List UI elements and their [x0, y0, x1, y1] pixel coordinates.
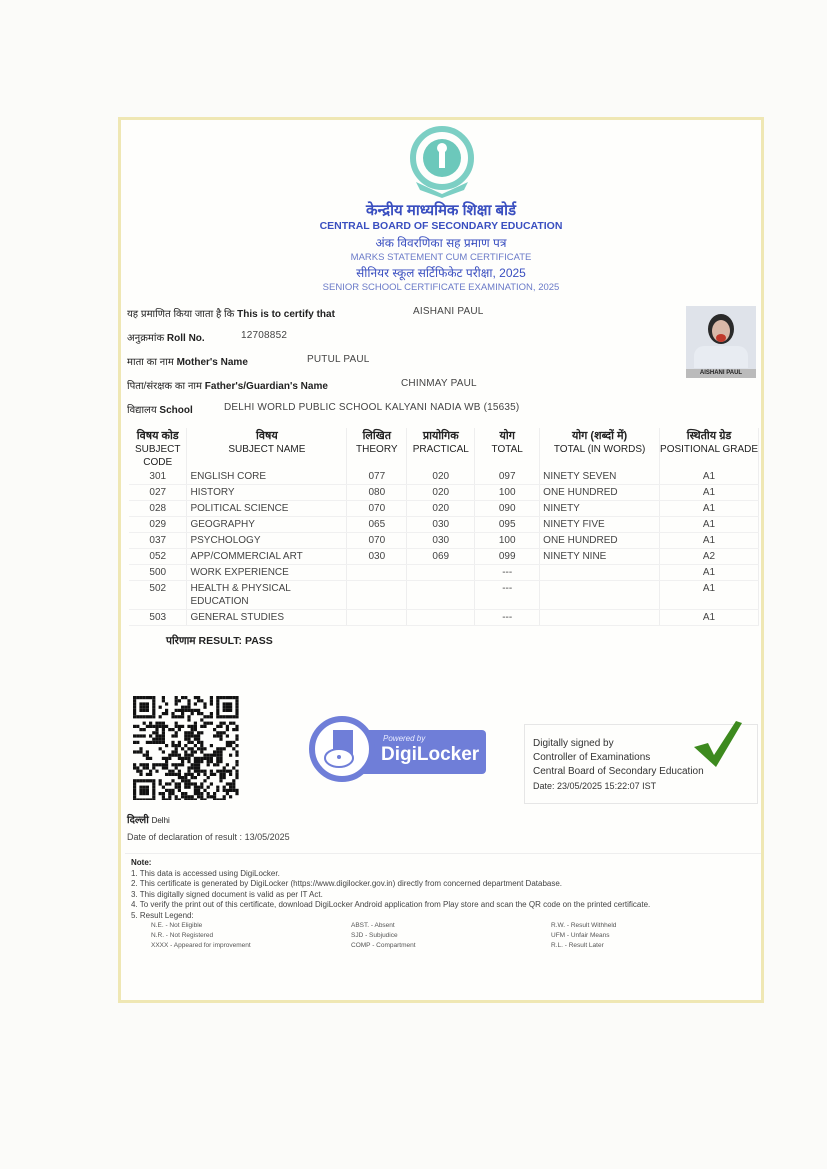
legend-item: R.L. - Result Later — [551, 942, 604, 949]
mother-label: माता का नाम Mother's Name — [127, 357, 248, 368]
table-cell — [540, 581, 660, 610]
certificate — [118, 117, 764, 1003]
table-cell: 095 — [475, 517, 540, 533]
roll-number: 12708852 — [241, 330, 288, 341]
title: MARKS STATEMENT CUM CERTIFICATE — [350, 252, 532, 263]
table-cell: ONE HUNDRED — [540, 533, 660, 549]
legend-item: ABST. - Absent — [351, 922, 395, 929]
table-cell — [347, 581, 407, 610]
table-cell: 070 — [347, 501, 407, 517]
table-cell: 100 — [475, 485, 540, 501]
table-cell — [347, 565, 407, 581]
column-header: योग (शब्दों में) TOTAL (IN WORDS) — [540, 428, 660, 469]
result-status: परिणाम RESULT: PASS — [166, 635, 273, 647]
table-cell — [407, 581, 475, 610]
column-header: विषय SUBJECT NAME — [187, 428, 347, 469]
table-cell: A2 — [660, 549, 759, 565]
student-name: AISHANI PAUL — [413, 306, 484, 317]
student-photo: AISHANI PAUL — [686, 306, 756, 378]
table-cell: HISTORY — [187, 485, 347, 501]
table-cell: 030 — [407, 533, 475, 549]
table-cell — [347, 610, 407, 626]
table-cell: WORK EXPERIENCE — [187, 565, 347, 581]
table-row — [129, 565, 759, 581]
table-cell: 052 — [129, 549, 187, 565]
legend-item: UFM - Unfair Means — [551, 932, 610, 939]
legend-item: COMP - Compartment — [351, 942, 416, 949]
column-header: लिखित THEORY — [347, 428, 407, 469]
father-label: पिता/संरक्षक का नाम Father's/Guardian's Name — [127, 381, 328, 392]
table-cell: 069 — [407, 549, 475, 565]
table-cell: --- — [475, 565, 540, 581]
note-item: 3. This digitally signed document is valid as per IT Act. — [131, 889, 323, 899]
roll-label: अनुक्रमांक Roll No. — [127, 333, 205, 344]
school-label: विद्यालय School — [127, 405, 193, 416]
table-cell: PSYCHOLOGY — [187, 533, 347, 549]
table-row — [129, 610, 759, 626]
note-item: 2. This certificate is generated by DigiLocker (https://www.digilocker.gov.in) directly from concerned department Database. — [131, 879, 563, 888]
table-cell: 100 — [475, 533, 540, 549]
table-cell: 503 — [129, 610, 187, 626]
notes-section: Note: 1. This data is accessed using DigiLocker. 2. This certificate is generated by DigiLocker (https://www.digilocker.gov.in) directly from concerned department Database. 3. This digitally signed document is valid as per IT Act. 4. To verify the print out of this certificate, download DigiLocker Android application from Play store and scan the QR code on the printed certificate. 5. Result Legend: N.E. - Not Eligible ABST. - Absent R.W. - Result Withheld N.R. - Not Registered SJD - Subjudice UFM - Unfair Means XXXX - Appeared for improvement COMP - Compartment R.L. - Result Later — [125, 853, 761, 995]
legend-item: N.R. - Not Registered — [151, 932, 214, 939]
table-cell — [407, 610, 475, 626]
note-item: 1. This data is accessed using DigiLocker. — [131, 868, 280, 878]
title-hindi: अंक विवरणिका सह प्रमाण पत्र — [375, 236, 507, 250]
marks-table — [129, 428, 759, 626]
mother-name: PUTUL PAUL — [307, 354, 370, 365]
digital-signature-box: Digitally signed by Controller of Examinations Central Board of Secondary Education Date: 23/05/2025 15:22:07 IST — [524, 724, 758, 804]
table-cell: 030 — [407, 517, 475, 533]
table-cell: 065 — [347, 517, 407, 533]
table-cell: 070 — [347, 533, 407, 549]
table-cell: HEALTH & PHYSICAL EDUCATION — [187, 581, 347, 610]
father-name: CHINMAY PAUL — [401, 378, 477, 389]
exam: SENIOR SCHOOL CERTIFICATE EXAMINATION, 2025 — [322, 282, 560, 293]
table-cell: GEOGRAPHY — [187, 517, 347, 533]
column-header: योग TOTAL — [475, 428, 540, 469]
table-cell: ENGLISH CORE — [187, 469, 347, 485]
digilocker-badge: Powered by DigiLocker — [309, 716, 489, 780]
table-cell: 037 — [129, 533, 187, 549]
cbse-logo-icon — [406, 124, 478, 198]
table-cell: --- — [475, 581, 540, 610]
exam-hindi: सीनियर स्कूल सर्टिफिकेट परीक्षा, 2025 — [356, 266, 526, 280]
table-cell: A1 — [660, 565, 759, 581]
table-row — [129, 485, 759, 501]
table-cell: 301 — [129, 469, 187, 485]
school-name: DELHI WORLD PUBLIC SCHOOL KALYANI NADIA WB (15635) — [224, 402, 520, 413]
table-cell — [540, 610, 660, 626]
table-cell: POLITICAL SCIENCE — [187, 501, 347, 517]
note-item: 4. To verify the print out of this certificate, download DigiLocker Android application from Play store and scan the QR code on the printed certificate. — [131, 900, 651, 909]
table-cell: APP/COMMERCIAL ART — [187, 549, 347, 565]
legend-item: N.E. - Not Eligible — [151, 922, 203, 929]
table-row — [129, 469, 759, 485]
table-cell: 020 — [407, 501, 475, 517]
certify-label: यह प्रमाणित किया जाता है कि This is to certify that — [127, 309, 335, 320]
board-name-hindi: केन्द्रीय माध्यमिक शिक्षा बोर्ड — [366, 202, 516, 219]
table-row — [129, 501, 759, 517]
table-cell: NINETY FIVE — [540, 517, 660, 533]
table-row — [129, 549, 759, 565]
table-cell: NINETY NINE — [540, 549, 660, 565]
check-mark-icon — [690, 719, 745, 771]
table-cell: A1 — [660, 581, 759, 610]
table-cell: 502 — [129, 581, 187, 610]
table-row — [129, 581, 759, 610]
table-cell: A1 — [660, 501, 759, 517]
table-cell — [540, 565, 660, 581]
legend-item: R.W. - Result Withheld — [551, 922, 617, 929]
table-cell: 028 — [129, 501, 187, 517]
table-cell: 097 — [475, 469, 540, 485]
table-cell: 080 — [347, 485, 407, 501]
table-cell: ONE HUNDRED — [540, 485, 660, 501]
declaration-date: Date of declaration of result : 13/05/2025 — [127, 832, 290, 842]
table-cell: NINETY SEVEN — [540, 469, 660, 485]
table-cell: 029 — [129, 517, 187, 533]
table-cell: 090 — [475, 501, 540, 517]
table-cell: 020 — [407, 469, 475, 485]
legend-item: SJD - Subjudice — [351, 932, 398, 939]
table-cell: NINETY — [540, 501, 660, 517]
table-row — [129, 517, 759, 533]
table-cell: GENERAL STUDIES — [187, 610, 347, 626]
column-header: स्थितीय ग्रेड POSITIONAL GRADE — [660, 428, 759, 469]
table-cell: 500 — [129, 565, 187, 581]
place: दिल्ली Delhi — [127, 815, 170, 826]
qr-code-icon[interactable] — [133, 696, 239, 800]
table-cell: A1 — [660, 485, 759, 501]
table-cell — [407, 565, 475, 581]
table-row — [129, 533, 759, 549]
table-cell: 020 — [407, 485, 475, 501]
table-cell: --- — [475, 610, 540, 626]
table-cell: A1 — [660, 469, 759, 485]
table-cell: 027 — [129, 485, 187, 501]
table-cell: 099 — [475, 549, 540, 565]
column-header: प्रायोगिक PRACTICAL — [407, 428, 475, 469]
table-cell: A1 — [660, 533, 759, 549]
table-cell: A1 — [660, 517, 759, 533]
table-cell: 077 — [347, 469, 407, 485]
table-cell: A1 — [660, 610, 759, 626]
table-cell: 030 — [347, 549, 407, 565]
board-name: CENTRAL BOARD OF SECONDARY EDUCATION — [319, 220, 563, 232]
column-header: विषय कोड SUBJECT CODE — [129, 428, 187, 469]
note-item: 5. Result Legend: — [131, 910, 194, 920]
legend-item: XXXX - Appeared for improvement — [151, 942, 251, 949]
cloud-lock-icon — [323, 730, 363, 768]
